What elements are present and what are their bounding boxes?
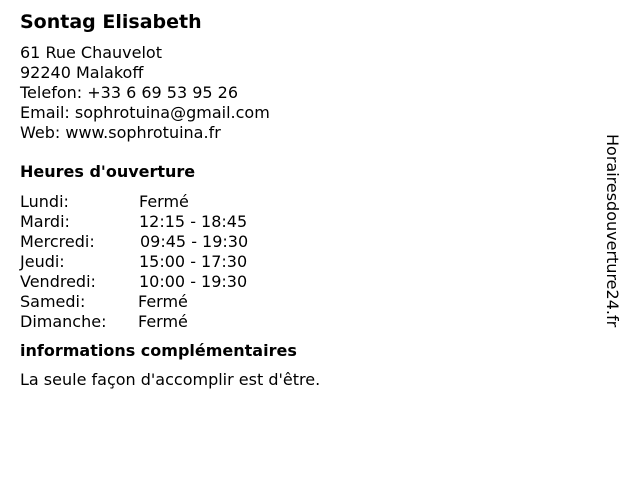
hours-row-thursday <box>20 252 580 272</box>
day-label: Vendredi: <box>20 272 96 291</box>
day-hours: Fermé <box>139 192 189 211</box>
day-hours: 09:45 - 19:30 <box>140 232 249 251</box>
city-address: 92240 Malakoff <box>20 63 144 82</box>
business-name: Sontag Elisabeth <box>20 11 202 33</box>
day-label: Lundi: <box>20 192 69 211</box>
business-card <box>20 10 580 390</box>
day-label: Mardi: <box>20 212 70 231</box>
additional-info-text: La seule façon d'accomplir est d'être. <box>20 370 321 389</box>
email-address: Email: sophrotuina@gmail.com <box>20 103 270 122</box>
day-hours: Fermé <box>138 292 188 311</box>
hours-row-monday <box>20 192 580 212</box>
day-hours: 15:00 - 17:30 <box>139 252 248 271</box>
day-label: Jeudi: <box>20 252 65 271</box>
day-hours: 10:00 - 19:30 <box>139 272 248 291</box>
opening-hours-table <box>20 192 580 332</box>
address-block <box>20 43 580 143</box>
day-hours: 12:15 - 18:45 <box>139 212 248 231</box>
day-label: Samedi: <box>20 292 86 311</box>
additional-info-heading: informations complémentaires <box>20 341 297 360</box>
hours-row-saturday <box>20 292 580 312</box>
hours-row-wednesday <box>20 232 580 252</box>
day-label: Dimanche: <box>20 312 107 331</box>
street-address: 61 Rue Chauvelot <box>20 43 162 62</box>
website-address: Web: www.sophrotuina.fr <box>20 123 221 142</box>
day-label: Mercredi: <box>20 232 95 251</box>
phone-number: Telefon: +33 6 69 53 95 26 <box>20 83 239 102</box>
site-watermark: Horairesdouverture24.fr <box>603 134 622 328</box>
hours-row-tuesday <box>20 212 580 232</box>
opening-hours-heading: Heures d'ouverture <box>20 162 196 181</box>
day-hours: Fermé <box>138 312 188 331</box>
hours-row-friday <box>20 272 580 292</box>
hours-row-sunday <box>20 312 580 332</box>
